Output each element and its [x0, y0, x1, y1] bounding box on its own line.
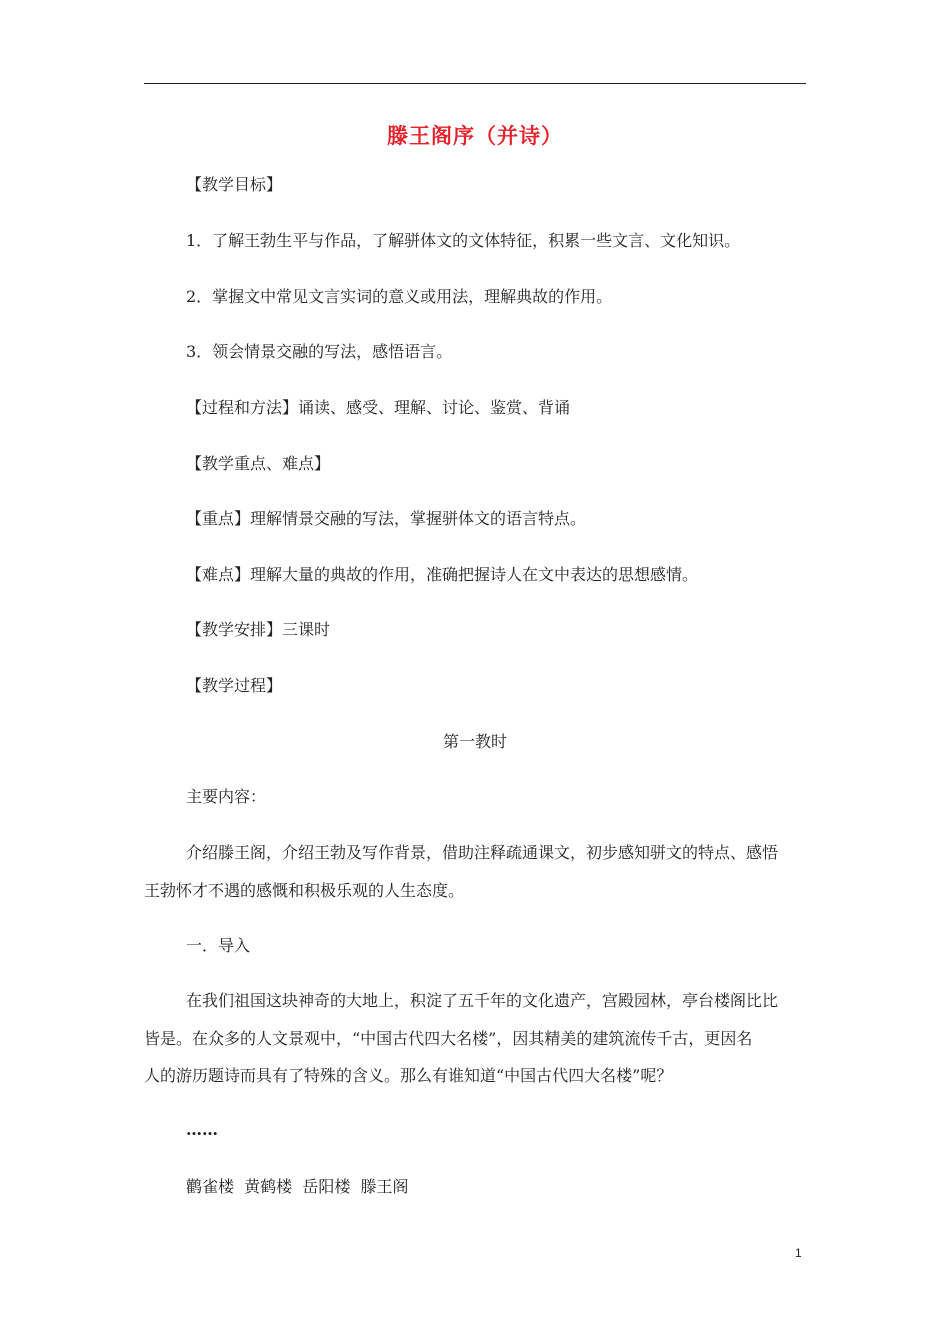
teaching-schedule: 【教学安排】三课时 — [186, 620, 331, 639]
key-point: 【重点】理解情景交融的写法，掌握骈体文的语言特点。 — [186, 509, 587, 528]
key-points-heading: 【教学重点、难点】 — [186, 454, 331, 473]
intro-paragraph-line: 在我们祖国这块神奇的大地上，积淀了五千年的文化遗产，宫殿园林，亭台楼阁比比 — [186, 991, 779, 1010]
difficult-point: 【难点】理解大量的典故的作用，准确把握诗人在文中表达的思想感情。 — [186, 565, 699, 584]
intro-paragraph-line: 人的游历题诗而具有了特殊的含义。那么有谁知道“中国古代四大名楼”呢？ — [144, 1066, 673, 1085]
main-content-line: 王勃怀才不遇的感慨和积极乐观的人生态度。 — [144, 881, 465, 900]
goal-item-3: 3．领会情景交融的写法，感悟语言。 — [186, 342, 453, 361]
lesson-heading: 第一教时 — [442, 732, 507, 751]
process-method: 【过程和方法】诵读、感受、理解、讨论、鉴赏、背诵 — [186, 398, 571, 417]
intro-paragraph-line: 皆是。在众多的人文景观中，“中国古代四大名楼”，因其精美的建筑流传千古，更因名 — [144, 1029, 753, 1048]
goal-item-1: 1．了解王勃生平与作品，了解骈体文的文体特征，积累一些文言、文化知识。 — [186, 231, 741, 250]
document-title: 滕王阁序（并诗） — [387, 123, 563, 148]
towers-list: 鹳雀楼 黄鹤楼 岳阳楼 滕王阁 — [186, 1177, 409, 1196]
main-content-label: 主要内容： — [186, 787, 267, 806]
process-heading: 【教学过程】 — [186, 676, 283, 695]
header-rule — [144, 83, 806, 84]
section-heading: 一．导入 — [186, 936, 251, 955]
page-number: 1 — [795, 1246, 802, 1260]
main-content-line: 介绍滕王阁，介绍王勃及写作背景，借助注释疏通课文，初步感知骈文的特点、感悟 — [186, 843, 779, 862]
goal-item-2: 2．掌握文中常见文言实词的意义或用法，理解典故的作用。 — [186, 287, 613, 306]
ellipsis: …… — [186, 1120, 218, 1139]
goals-heading: 【教学目标】 — [186, 175, 283, 194]
